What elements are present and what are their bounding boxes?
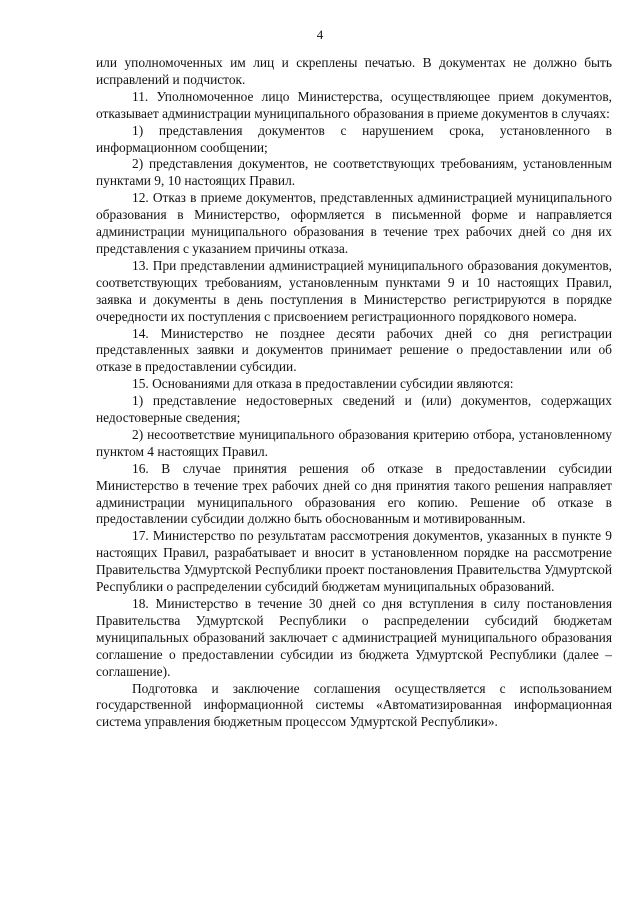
paragraph-item-15-2: 2) несоответствие муниципального образования критерию отбора, установленному пунктом 4 настоящих Правил.	[96, 426, 612, 459]
paragraph-item-17: 17. Министерство по результатам рассмотрения документов, указанных в пункте 9 настоящих Правил, разрабатывает и вносит в установленном порядке на рассмотрение Правительства Удмуртской Республики проект постановления Правительства Удмуртской Республики о распределении субсидий бюджетам муниципальных образований.	[96, 528, 612, 595]
paragraph-item-11-1: 1) представления документов с нарушением срока, установленного в информационном сообщении;	[96, 122, 612, 155]
paragraph-item-13: 13. При представлении администрацией муниципального образования документов, соответствующих требованиям, установленным пунктами 9 и 10 настоящих Правил, заявка и документы в день поступления в Министерство регистрируются в порядке очередности их поступления с присвоением регистрационного порядкового номера.	[96, 257, 612, 324]
paragraph-item-14: 14. Министерство не позднее десяти рабочих дней со дня регистрации представленных заявки и документов принимает решение о предоставлении или об отказе в предоставлении субсидии.	[96, 325, 612, 375]
paragraph-item-18: 18. Министерство в течение 30 дней со дня вступления в силу постановления Правительства Удмуртской Республики о распределении субсидий бюджетам муниципальных образований заключает с администрацией муниципального образования соглашение о предоставлении субсидии из бюджета Удмуртской Республики (далее – соглашение).	[96, 596, 612, 679]
paragraph-item-15: 15. Основаниями для отказа в предоставлении субсидии являются:	[132, 376, 514, 392]
paragraph-item-16: 16. В случае принятия решения об отказе в предоставлении субсидии Министерство в течение трех рабочих дней со дня принятия такого решения направляет администрации муниципального образования его копию. Решение об отказе в предоставлении субсидии должно быть обоснованным и мотивированным.	[96, 460, 612, 527]
paragraph-item-11-2: 2) представления документов, не соответствующих требованиям, установленным пунктами 9, 10 настоящих Правил.	[96, 156, 612, 189]
paragraph-item-15-1: 1) представление недостоверных сведений и (или) документов, содержащих недостоверные сведения;	[96, 393, 612, 426]
paragraph-continuation: или уполномоченных им лиц и скреплены печатью. В документах не должно быть исправлений и подчисток.	[96, 55, 612, 87]
document-body	[96, 55, 612, 731]
page-number: 4	[316, 27, 324, 42]
paragraph-item-12: 12. Отказ в приеме документов, представленных администрацией муниципального образования в Министерство, оформляется в письменной форме и направляется администрации муниципального образования в течение трех рабочих дней со дня их представления с указанием причины отказа.	[96, 190, 612, 256]
paragraph-item-11: 11. Уполномоченное лицо Министерства, осуществляющее прием документов, отказывает администрации муниципального образования в приеме документов в случаях:	[96, 88, 612, 121]
paragraph-agreement-note: Подготовка и заключение соглашения осуществляется с использованием государственной информационной системы «Автоматизированная информационная система управления бюджетным процессом Удмуртской Республики».	[96, 680, 612, 730]
